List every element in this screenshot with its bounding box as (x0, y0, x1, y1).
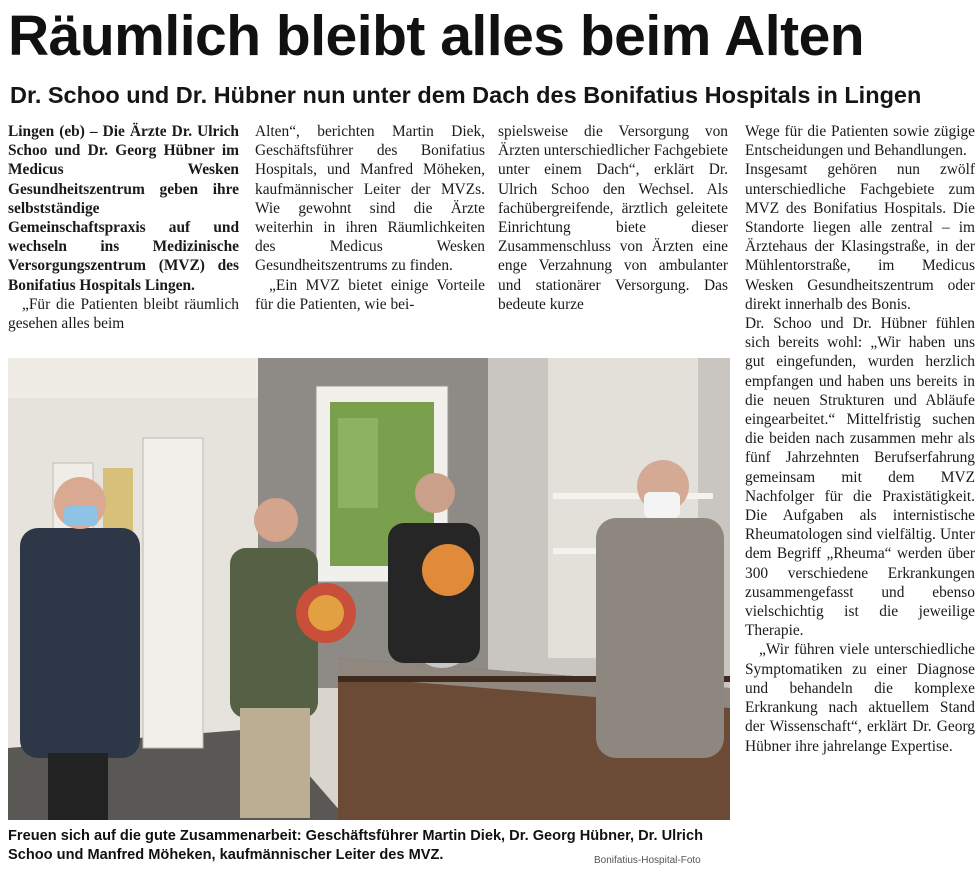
body-paragraph: „Für die Patienten bleibt räumlich gesehen alles beim (8, 295, 239, 333)
body-paragraph: Wege für die Patienten sowie zügige Entscheidungen und Behandlungen. (745, 123, 975, 160)
article-headline: Räumlich bleibt alles beim Alten (8, 4, 865, 68)
body-paragraph: Insgesamt gehören nun zwölf unterschiedliche Fachgebiete zum MVZ des Bonifatius Hospitals. Die Standorte liegen alle zentral – im Ärztehaus der Klasingstraße, in der Mühlentorstraße, im Medicus Wesken Gesundheitszentrum oder direkt innerhalb des Bonis. (745, 161, 975, 313)
article-photo (8, 358, 730, 820)
body-paragraph: „Ein MVZ bietet einige Vorteile für die Patienten, wie bei- (255, 276, 485, 313)
body-paragraph: Dr. Schoo und Dr. Hübner fühlen sich bereits wohl: „Wir haben uns gut eingefunden, wurden herzlich empfangen und haben uns bereits in die neuen Strukturen und Abläufe eingearbeitet.“ Mittelfristig suchen die beiden nach zusammen mehr als fünf Jahrzehnten Berufserfahrung gemeinsam mit dem MVZ Nachfolger für die Praxistätigkeit. Die Aufgaben als internistische Rheumatologen sind vielfältig. Unter dem Begriff „Rheuma“ werden über 300 verschiedene Erkrankungen zusammengefasst und ebenso vielschichtig ist die jeweilige Therapie. (745, 315, 975, 640)
body-paragraph: Alten“, berichten Martin Diek, Geschäftsführer des Bonifatius Hospitals, und Manfred Möheken, kaufmännischer Leiter der MVZs. Wie gewohnt sind die Ärzte weiterhin in ihren Räumlichkeiten des Medicus Wesken Gesundheitszentrums zu finden. (255, 123, 485, 275)
photo-credit: Bonifatius-Hospital-Foto (594, 855, 701, 866)
text-column-2 (255, 122, 485, 314)
article-subheadline: Dr. Schoo und Dr. Hübner nun unter dem Dach des Bonifatius Hospitals in Lingen (10, 82, 922, 108)
text-column-3 (498, 122, 728, 314)
lead-paragraph: Lingen (eb) – Die Ärzte Dr. Ulrich Schoo und Dr. Georg Hübner im Medicus Wesken Gesundheitszentrum geben ihre selbstständige Gemeinschaftspraxis auf und wechseln ins Medizinische Versorgungszentrum (MVZ) des Bonifatius Hospitals Lingen. (8, 123, 239, 294)
photo-caption: Freuen sich auf die gute Zusammenarbeit: Geschäftsführer Martin Diek, Dr. Georg Hübner, Dr. Ulrich Schoo und Manfred Möheken, kaufmännischer Leiter des MVZ. (8, 828, 703, 863)
text-column-4 (745, 122, 975, 756)
text-column-1 (8, 122, 239, 333)
body-paragraph: „Wir führen viele unterschiedliche Symptomatiken zu einer Diagnose und behandeln die komplexe Erkrankung nach aktuellem Stand der Wissenschaft“, erklärt Dr. Georg Hübner ihre jahrelange Expertise. (745, 641, 975, 755)
body-paragraph: spielsweise die Versorgung von Ärzten unterschiedlicher Fachgebiete unter einem Dach“, erklärt Dr. Ulrich Schoo den Wechsel. Als fachübergreifende, ärztlich geleitete Einrichtung biete dieser Zusammenschluss von Ärzten eine enge Verzahnung von ambulanter und stationärer Versorgung. Das bedeute kurze (498, 123, 728, 313)
